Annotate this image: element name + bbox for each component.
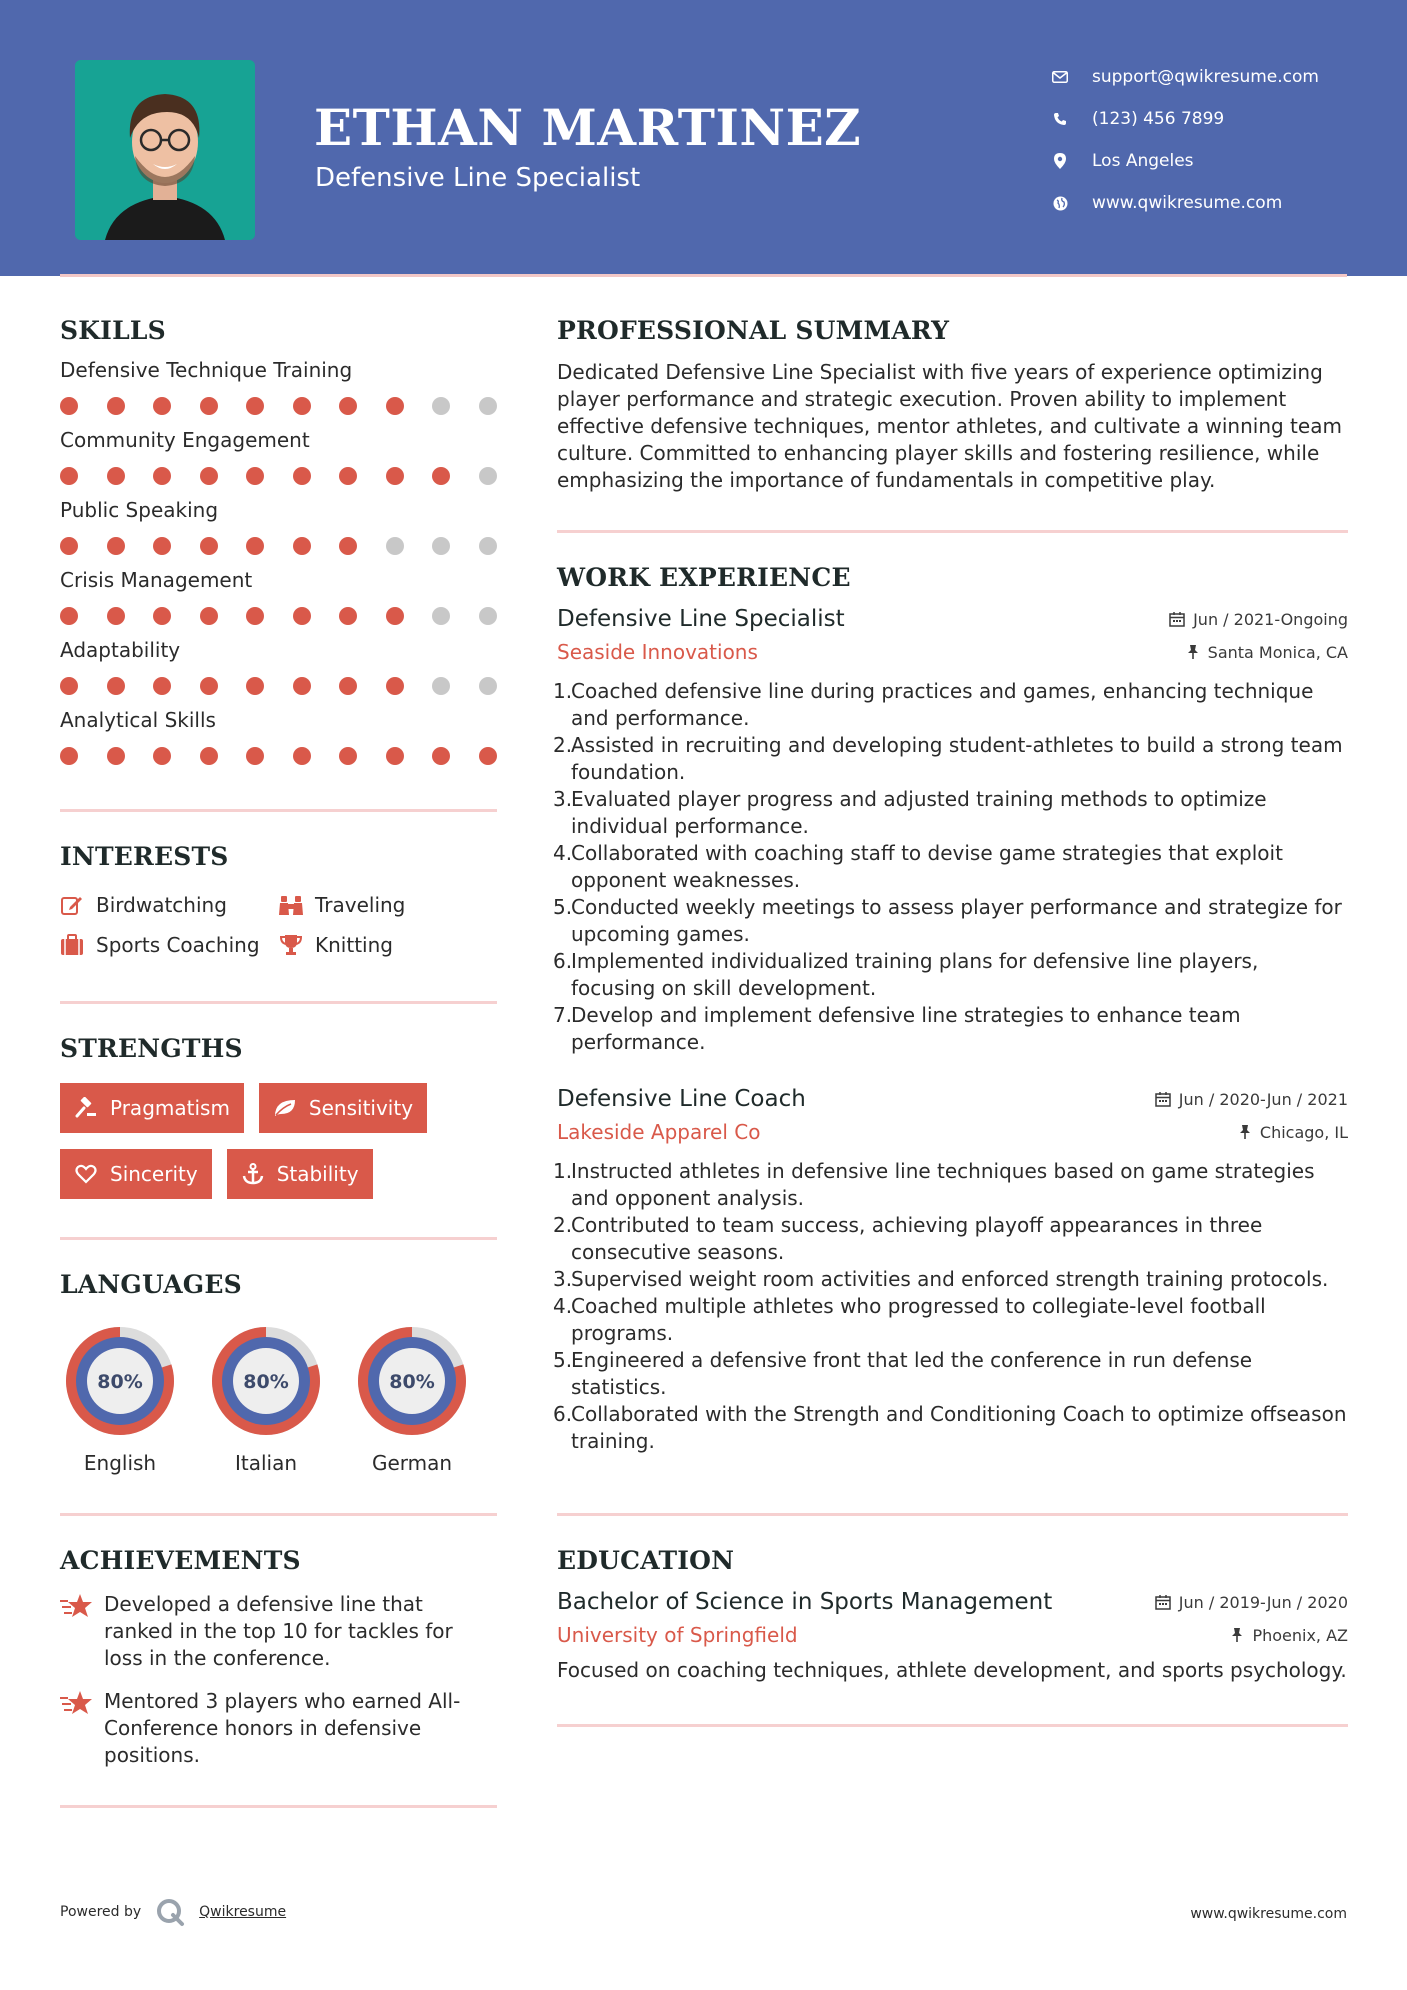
pushpin-icon [1230,1627,1244,1643]
rating-dot-filled [432,467,450,485]
rating-dot-empty [479,537,497,555]
job-bullet: 1. Instructed athletes in defensive line techniques based on game strategies and opponent analysis. [553,1159,1315,1210]
contact-location [1050,140,1319,182]
job-title: Defensive Line Coach [557,1086,806,1112]
skill-item [60,638,497,695]
education-subheader [557,1623,1348,1647]
calendar-icon [1155,1091,1171,1107]
interests-list [60,893,497,957]
section-divider [60,1513,497,1516]
star-badge-icon [60,1591,94,1621]
skill-name: Public Speaking [60,498,219,522]
language-name: Italian [234,1451,298,1475]
education-header [557,1589,1348,1615]
achievement-text: Developed a defensive line that ranked in the top 10 for tackles for loss in the conference. [104,1592,453,1670]
pencil-icon [60,893,84,917]
languages-list [60,1321,497,1475]
rating-dot-filled [432,747,450,765]
skill-name: Defensive Technique Training [60,358,353,382]
profile-photo [75,60,255,240]
contact-email[interactable] [1050,56,1319,98]
experience-section [553,563,1348,1455]
job-date-text: Jun / 2020-Jun / 2021 [1178,1089,1348,1109]
rating-dot-filled [60,747,78,765]
strength-label: Sensitivity [308,1096,414,1120]
rating-dot-filled [107,677,125,695]
rating-dot-filled [153,537,171,555]
skill-item [60,568,497,625]
rating-dot-filled [153,677,171,695]
rating-dot-filled [293,537,311,555]
language-item [352,1321,472,1475]
rating-dot-filled [246,677,264,695]
interest-item [60,933,279,957]
rating-dot-filled [246,467,264,485]
interest-label: Knitting [315,933,393,957]
language-name: English [83,1451,157,1475]
section-divider [557,1513,1348,1516]
skill-item [60,358,497,415]
job-location [1238,1123,1348,1142]
rating-dot-filled [60,537,78,555]
footer-branding [60,1897,286,1927]
achievement-item [60,1688,497,1769]
contact-website[interactable] [1050,182,1319,224]
strengths-list [60,1083,497,1199]
job-title: Defensive Line Specialist [557,606,845,632]
right-column [553,316,1348,1727]
rating-dot-filled [107,397,125,415]
calendar-icon [1169,611,1185,627]
interest-item [279,933,497,957]
rating-dot-filled [60,607,78,625]
interest-item [279,893,497,917]
rating-dot-filled [200,537,218,555]
section-divider [557,1724,1348,1727]
strength-label: Pragmatism [110,1096,230,1120]
rating-dot-filled [339,397,357,415]
rating-dot-filled [200,467,218,485]
rating-dot-filled [200,397,218,415]
job-bullet: 3. Evaluated player progress and adjusted training methods to optimize individual performance. [553,787,1267,838]
rating-dot-filled [200,747,218,765]
rating-dot-filled [386,747,404,765]
skill-name: Adaptability [60,638,181,662]
phone-icon [1050,109,1070,129]
rating-dot-filled [153,747,171,765]
strength-tag [227,1149,373,1199]
rating-dot-filled [386,677,404,695]
location-text: Los Angeles [1092,151,1194,171]
rating-dot-filled [339,677,357,695]
rating-dot-empty [432,607,450,625]
skill-rating [60,607,497,625]
interest-label: Traveling [315,893,406,917]
education-heading: EDUCATION [557,1546,735,1575]
envelope-icon [1050,67,1070,87]
school-name: University of Springfield [557,1623,798,1647]
job-subheader [557,1120,1348,1144]
job-location [1186,643,1348,662]
interest-label: Birdwatching [96,893,227,917]
skill-item [60,708,497,765]
job-location-text: Chicago, IL [1259,1122,1348,1142]
strengths-section [60,1034,497,1199]
job-bullets [553,678,1348,1056]
rating-dot-empty [479,677,497,695]
education-section [557,1546,1348,1684]
strength-label: Stability [276,1162,359,1186]
rating-dot-filled [339,467,357,485]
section-divider [60,1237,497,1240]
candidate-title: Defensive Line Specialist [315,163,641,193]
skill-rating [60,467,497,485]
rating-dot-filled [200,607,218,625]
job-bullet: 2. Assisted in recruiting and developing student-athletes to build a strong team foundation. [553,733,1343,784]
company-name: Seaside Innovations [557,640,758,664]
language-item [206,1321,326,1475]
contact-phone[interactable] [1050,98,1319,140]
email-text: support@qwikresume.com [1092,67,1319,87]
pushpin-icon [1238,1124,1252,1140]
section-divider [60,1805,497,1808]
rating-dot-filled [386,607,404,625]
strengths-heading: STRENGTHS [60,1034,243,1063]
skills-section [60,316,497,765]
skill-rating [60,537,497,555]
job-bullet: 4. Coached multiple athletes who progressed to collegiate-level football programs. [553,1294,1266,1345]
language-percent: 80% [97,1371,143,1393]
rating-dot-filled [339,537,357,555]
rating-dot-filled [60,677,78,695]
rating-dot-empty [432,397,450,415]
education-date-text: Jun / 2019-Jun / 2020 [1178,1592,1348,1612]
job-bullet: 1. Coached defensive line during practices and games, enhancing technique and performance. [553,679,1314,730]
skill-rating [60,397,497,415]
job-bullet: 6. Implemented individualized training plans for defensive line players, focusing on skill development. [553,949,1259,1000]
language-ring [352,1321,472,1441]
achievements-heading: ACHIEVEMENTS [60,1546,301,1575]
section-divider [60,1001,497,1004]
job-bullet: 7. Develop and implement defensive line strategies to enhance team performance. [553,1003,1241,1054]
rating-dot-filled [60,467,78,485]
skill-rating [60,747,497,765]
summary-section [557,316,1348,494]
languages-section [60,1270,497,1475]
phone-text: (123) 456 7899 [1092,109,1225,129]
interests-heading: INTERESTS [60,842,229,871]
rating-dot-filled [293,747,311,765]
rating-dot-empty [479,467,497,485]
left-column [60,316,497,1808]
education-date [1155,1593,1348,1612]
language-item [60,1321,180,1475]
job-bullet: 6. Collaborated with the Strength and Conditioning Coach to optimize offseason training. [553,1402,1347,1453]
education-description: Focused on coaching techniques, athlete development, and sports psychology. [557,1658,1347,1682]
contact-list [1050,56,1319,224]
degree-title: Bachelor of Science in Sports Management [557,1589,1053,1615]
rating-dot-filled [293,397,311,415]
rating-dot-filled [339,607,357,625]
language-percent: 80% [389,1371,435,1393]
map-pin-icon [1050,151,1070,171]
job-location-text: Santa Monica, CA [1207,642,1348,662]
skill-name: Analytical Skills [60,708,216,732]
summary-text: Dedicated Defensive Line Specialist with five years of experience optimizing player performance and strategic execution. Proven ability to implement effective defensive techniques, mentor athletes, and cultivate a winning team culture. Committed to enhancing player skills and fostering resilience, while emphasizing the importance of fundamentals in competitive play. [557,360,1342,492]
rating-dot-filled [60,397,78,415]
interests-section [60,842,497,957]
rating-dot-filled [107,607,125,625]
rating-dot-filled [246,537,264,555]
globe-icon [1050,193,1070,213]
header-divider [60,274,1347,277]
interest-item [60,893,279,917]
job-entry [553,1086,1348,1455]
rating-dot-filled [107,747,125,765]
anchor-icon [241,1162,265,1186]
rating-dot-filled [153,467,171,485]
candidate-name: ETHAN MARTINEZ [314,98,862,157]
language-percent: 80% [243,1371,289,1393]
job-entry [553,606,1348,1056]
qwikresume-link[interactable]: Qwikresume [199,1904,287,1920]
section-divider [557,530,1348,533]
rating-dot-empty [479,607,497,625]
rating-dot-filled [107,537,125,555]
summary-heading: PROFESSIONAL SUMMARY [557,316,950,345]
briefcase-icon [60,933,84,957]
strength-tag [60,1083,244,1133]
education-location-text: Phoenix, AZ [1252,1625,1348,1645]
rating-dot-filled [386,467,404,485]
interest-label: Sports Coaching [96,933,260,957]
job-bullet: 3. Supervised weight room activities and enforced strength training protocols. [553,1267,1329,1291]
strength-tag [60,1149,212,1199]
rating-dot-filled [293,677,311,695]
job-bullet: 2. Contributed to team success, achieving playoff appearances in three consecutive seasons. [553,1213,1263,1264]
rating-dot-empty [479,397,497,415]
skill-item [60,498,497,555]
rating-dot-filled [246,607,264,625]
job-bullet: 5. Engineered a defensive front that led the conference in run defense statistics. [553,1348,1253,1399]
footer-website-link[interactable]: www.qwikresume.com [1190,1906,1347,1922]
rating-dot-empty [432,537,450,555]
job-header [557,1086,1348,1112]
achievements-section [60,1546,497,1769]
skills-list [60,358,497,765]
binoculars-icon [279,893,303,917]
powered-by-text: Powered by [60,1904,142,1920]
skill-item [60,428,497,485]
job-date-text: Jun / 2021-Ongoing [1193,609,1348,629]
experience-heading: WORK EXPERIENCE [557,563,851,592]
achievement-text: Mentored 3 players who earned All-Conference honors in defensive positions. [104,1689,461,1767]
job-bullets [553,1158,1348,1455]
rating-dot-filled [246,397,264,415]
job-subheader [557,640,1348,664]
job-bullet: 4. Collaborated with coaching staff to devise game strategies that exploit opponent weaknesses. [553,841,1283,892]
strength-tag [259,1083,427,1133]
trophy-icon [279,933,303,957]
language-ring [60,1321,180,1441]
rating-dot-filled [153,397,171,415]
rating-dot-filled [153,607,171,625]
company-name: Lakeside Apparel Co [557,1120,761,1144]
pushpin-icon [1186,644,1200,660]
languages-heading: LANGUAGES [60,1270,242,1299]
skills-heading: SKILLS [60,316,166,345]
rating-dot-filled [479,747,497,765]
rating-dot-filled [293,607,311,625]
section-divider [60,809,497,812]
skill-rating [60,677,497,695]
rating-dot-filled [293,467,311,485]
rating-dot-filled [246,747,264,765]
rating-dot-filled [107,467,125,485]
rating-dot-filled [200,677,218,695]
rating-dot-empty [386,537,404,555]
language-name: German [371,1451,453,1475]
heart-icon [74,1162,98,1186]
strength-label: Sincerity [110,1162,198,1186]
job-bullet: 5. Conducted weekly meetings to assess player performance and strategize for upcoming games. [553,895,1342,946]
education-location [1230,1626,1348,1645]
rating-dot-filled [386,397,404,415]
leaf-icon [273,1096,297,1120]
rating-dot-filled [339,747,357,765]
job-date [1169,610,1348,629]
language-ring [206,1321,326,1441]
skill-name: Community Engagement [60,428,310,452]
header-banner [0,0,1407,276]
job-header [557,606,1348,632]
star-badge-icon [60,1688,94,1718]
achievement-item [60,1591,497,1672]
gavel-icon [74,1096,98,1120]
qwikresume-logo-icon [155,1897,185,1927]
calendar-icon [1155,1594,1171,1610]
website-text: www.qwikresume.com [1092,193,1283,213]
skill-name: Crisis Management [60,568,253,592]
rating-dot-empty [432,677,450,695]
job-date [1155,1090,1348,1109]
